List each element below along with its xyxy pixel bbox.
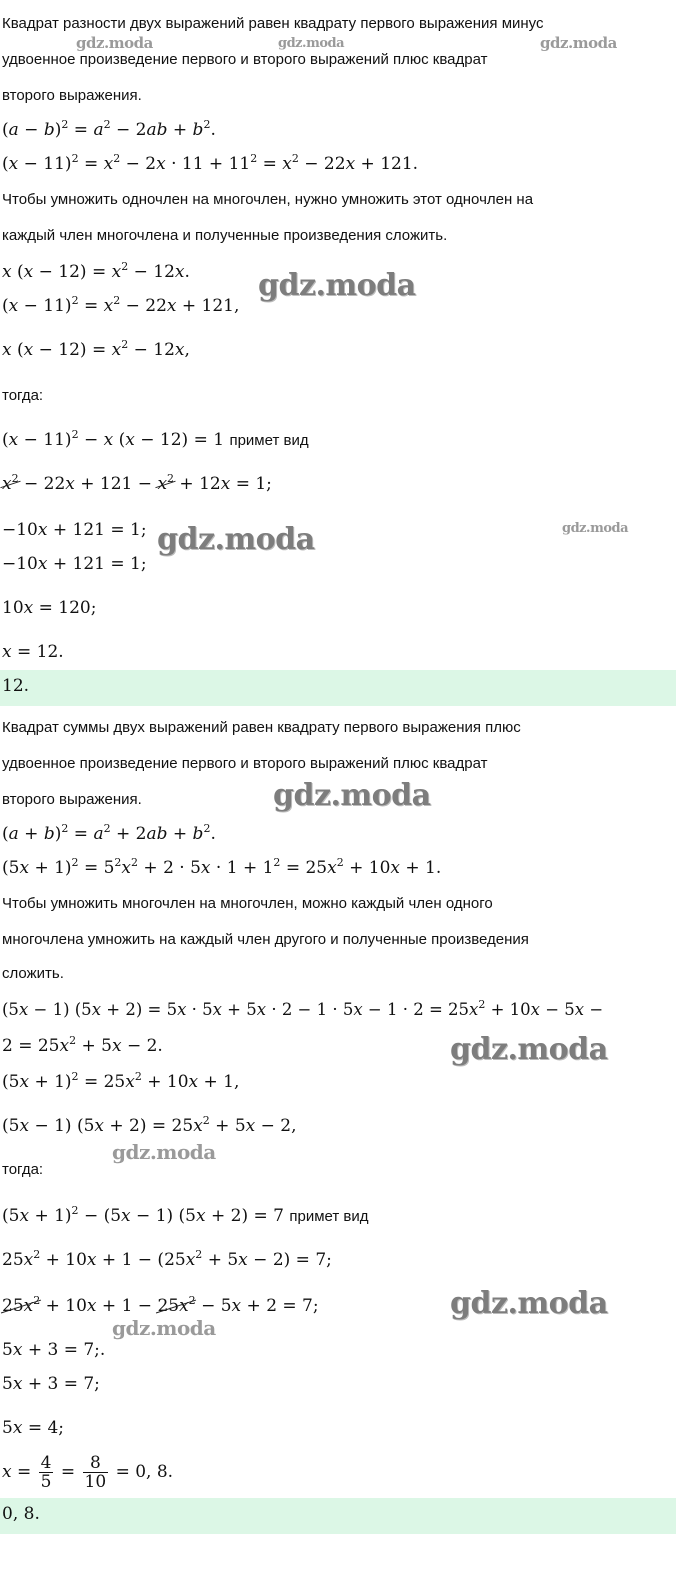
formula: $(a + b)^2 = a^2 + 2ab + b^2$.	[2, 822, 216, 844]
watermark: gdz.moda	[273, 778, 431, 813]
fraction: $\frac{4}{5}$	[40, 1453, 52, 1492]
watermark: gdz.moda	[76, 34, 153, 52]
answer-value: 0, 8.	[2, 1504, 40, 1524]
formula: $(a - b)^2 = a^2 - 2ab + b^2$.	[2, 118, 216, 140]
watermark: gdz.moda	[112, 1140, 216, 1164]
watermark: gdz.moda	[157, 522, 315, 557]
formula: $(5x + 1)^2 - (5x - 1)$ (5x + 2) = 7 примет вид	[2, 1204, 369, 1226]
then-label: тогда:	[2, 1161, 44, 1178]
formula: $(x - 11)^2 = x^2 - 2x \cdot 11 + 11^2 = x^2 - 22x + 121$.	[2, 152, 419, 174]
formula: (5x − 1) $(5x + 2) = 25x^2 + 5x - 2$,	[2, 1114, 297, 1136]
formula: $2 = 25x^2 + 5x - 2$.	[2, 1034, 163, 1056]
formula: x = $\frac{4}{5}$ = $\frac{8}{10}$ = 0, 8.	[2, 1453, 174, 1492]
formula: x = 12.	[2, 642, 64, 662]
watermark: gdz.moda	[450, 1032, 608, 1067]
takes-form-label: примет вид	[289, 1208, 369, 1225]
formula: $25x^2 + 10x + 1 - 25x^2 - 5x + 2 = 7$;	[2, 1294, 319, 1316]
answer-box	[0, 1498, 676, 1534]
formula: $(5x + 1)^2 = 5^2x^2 + 2 \cdot 5x \cdot 1 + 1^2 = 25x^2 + 10x + 1$.	[2, 856, 442, 878]
watermark: gdz.moda	[258, 268, 416, 303]
rule-text: сложить.	[2, 965, 64, 982]
watermark: gdz.moda	[562, 521, 629, 536]
fraction: $\frac{8}{10}$	[84, 1453, 107, 1492]
rule-text: второго выражения.	[2, 87, 142, 104]
formula: $x^2 - 22x + 121 - x^2 + 12x = 1$;	[2, 472, 272, 494]
formula: (5x − 1) $(5x + 2) = 5x \cdot 5x + 5x \cdot 2 - 1 \cdot 5x - 1 \cdot 2 = 25x^2 + 10x - 5x$ −	[2, 998, 604, 1019]
watermark: gdz.moda	[112, 1316, 216, 1340]
formula: −10x + 121 = 1;	[2, 554, 147, 574]
rule-text: Чтобы умножить многочлен на многочлен, можно каждый член одного	[2, 895, 493, 912]
watermark: gdz.moda	[450, 1286, 608, 1321]
rule-text: каждый член многочлена и полученные произведения сложить.	[2, 227, 448, 244]
answer-value: 12.	[2, 676, 30, 696]
formula: $25x^2 + 10x + 1 - (25x^2 + 5x - 2) = 7$;	[2, 1248, 332, 1270]
formula: $(x - 11)^2 - x$ (x − 12) = 1 примет вид	[2, 428, 309, 450]
rule-text: многочлена умножить на каждый член другого и полученные произведения	[2, 931, 529, 948]
formula: −10x + 121 = 1;	[2, 520, 147, 540]
watermark: gdz.moda	[278, 36, 345, 51]
answer-box	[0, 670, 676, 706]
rule-text: удвоенное произведение первого и второго выражений плюс квадрат	[2, 51, 488, 68]
rule-text: Квадрат суммы двух выражений равен квадрату первого выражения плюс	[2, 719, 521, 736]
formula: 5x + 3 = 7;	[2, 1374, 100, 1394]
rule-text: второго выражения.	[2, 791, 142, 808]
then-label: тогда:	[2, 387, 44, 404]
rule-text: Чтобы умножить одночлен на многочлен, нужно умножить этот одночлен на	[2, 191, 534, 208]
takes-form-label: примет вид	[229, 432, 309, 449]
formula: 5x = 4;	[2, 1418, 65, 1438]
rule-text: удвоенное произведение первого и второго выражений плюс квадрат	[2, 755, 488, 772]
formula: 10x = 120;	[2, 598, 97, 618]
rule-text: Квадрат разности двух выражений равен квадрату первого выражения минус	[2, 15, 544, 32]
formula: $(x - 11)^2 = x^2 - 22x + 121$,	[2, 294, 240, 316]
formula: $(5x + 1)^2 = 25x^2 + 10x + 1$,	[2, 1070, 240, 1092]
formula: x $(x - 12) = x^2 - 12x$.	[2, 260, 190, 282]
formula: x $(x - 12) = x^2 - 12x$,	[2, 338, 190, 360]
formula: 5x + 3 = 7;.	[2, 1340, 106, 1360]
watermark: gdz.moda	[540, 34, 617, 52]
